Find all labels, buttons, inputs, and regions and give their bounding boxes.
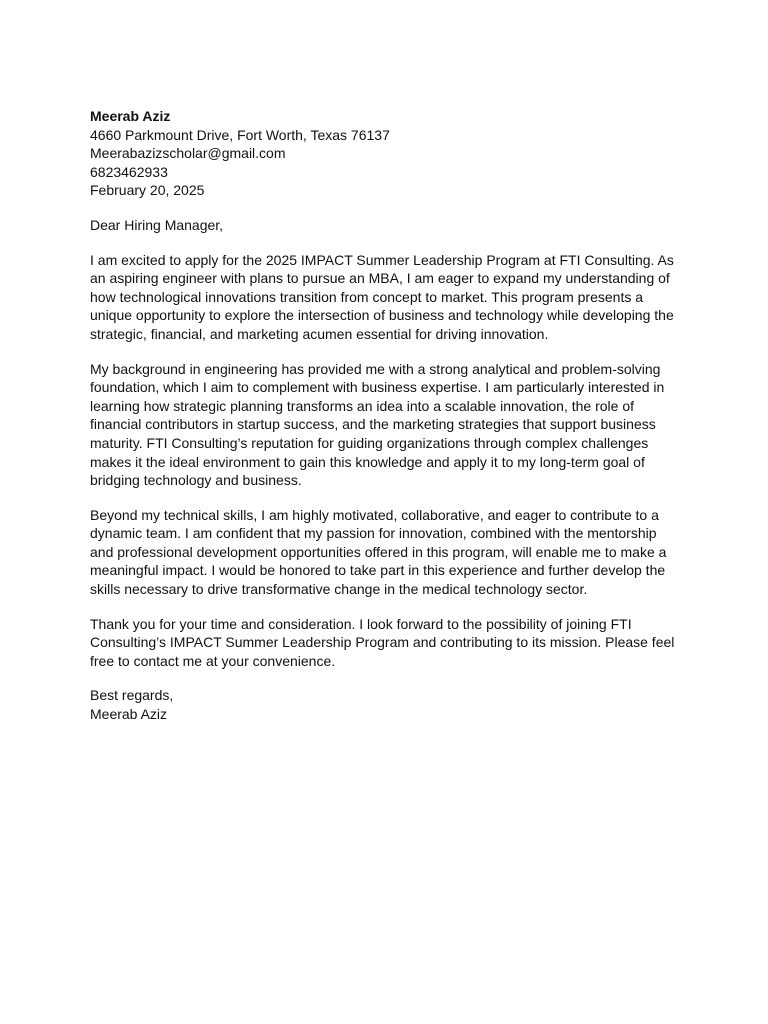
salutation: Dear Hiring Manager, [90,216,224,233]
sender-address: 4660 Parkmount Drive, Fort Worth, Texas 76137 [90,126,390,143]
valediction: Best regards, [90,687,174,704]
cover-letter-page [90,107,682,740]
closing-block [90,686,682,723]
signature-name: Meerab Aziz [90,706,168,723]
body-paragraph-intro: I am excited to apply for the 2025 IMPACT Summer Leadership Program at FTI Consulting. As an aspiring engineer with plans to pursue an MBA, I am eager to expand my understanding of how technological innovations transition from concept to market. This program presents a unique opportunity to explore the intersection of business and technology while developing the strategic, financial, and marketing acumen essential for driving innovation. [90,251,674,342]
sender-phone: 6823462933 [90,163,168,180]
body-paragraph-background: My background in engineering has provided me with a strong analytical and problem-solving foundation, which I aim to complement with business expertise. I am particularly interested in learning how strategic planning transforms an idea into a scalable innovation, the role of financial contributors in startup success, and the marketing strategies that support business maturity. FTI Consulting’s reputation for guiding organizations through complex challenges makes it the ideal environment to gain this knowledge and apply it to my long-term goal of bridging technology and business. [90,360,665,489]
sender-header [90,107,682,200]
body-paragraph-closing: Thank you for your time and consideration. I look forward to the possibility of joining FTI Consulting’s IMPACT Summer Leadership Program and contributing to its mission. Please feel free to contact me at your convenience. [90,615,675,669]
sender-name: Meerab Aziz [90,108,171,124]
letter-date: February 20, 2025 [90,182,205,199]
body-paragraph-skills: Beyond my technical skills, I am highly motivated, collaborative, and eager to contribute to a dynamic team. I am confident that my passion for innovation, combined with the mentorship and professional development opportunities offered in this program, will enable me to make a meaningful impact. I would be honored to take part in this experience and further develop the skills necessary to drive transformative change in the medical technology sector. [90,506,667,598]
sender-email: Meerabazizscholar@gmail.com [90,145,286,162]
